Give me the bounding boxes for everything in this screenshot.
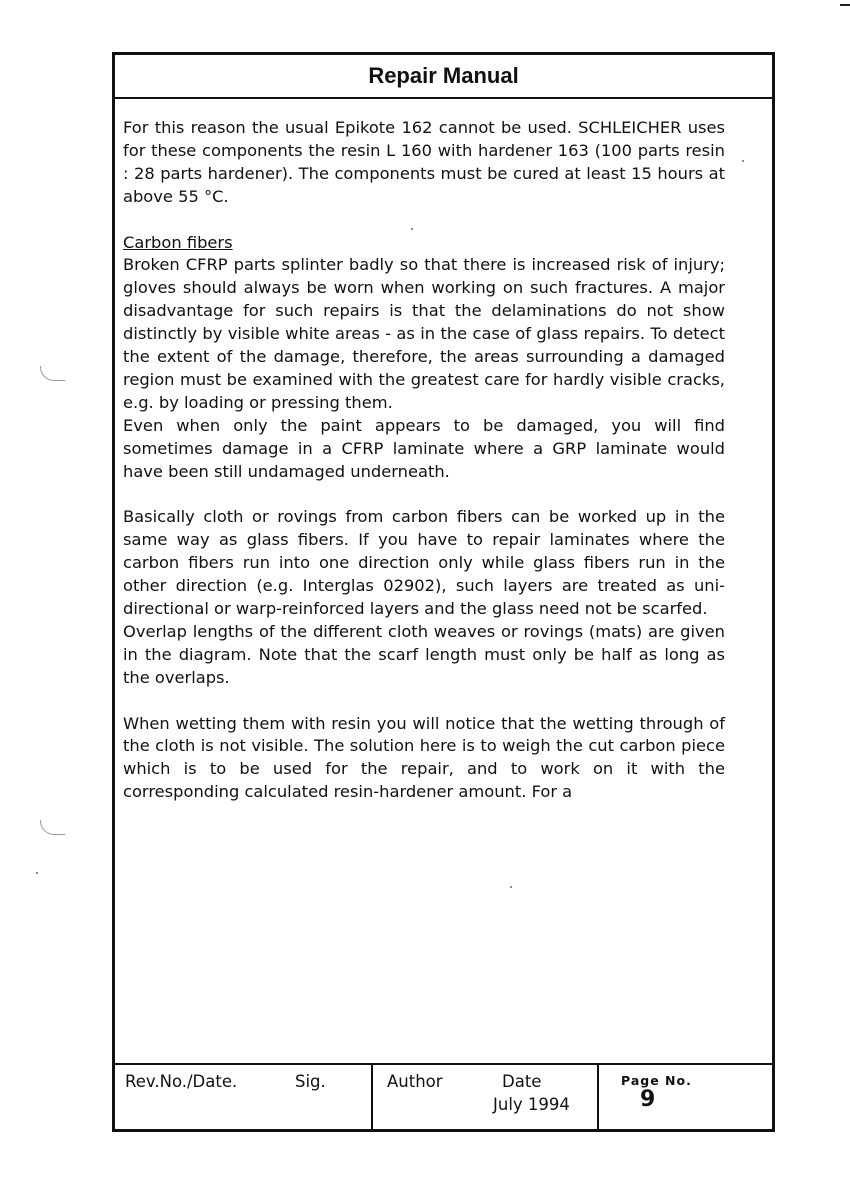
author-label: Author [387,1072,443,1091]
paragraph-paint-damage: Even when only the paint appears to be damaged, you will find sometimes damage in a CFRP laminate where a GRP laminate would have been still undamaged underneath. [123,415,725,481]
paragraph-overlap-lengths: Overlap lengths of the different cloth weaves or rovings (mats) are given in the diagram. Note that the scarf length must only be half as long as the overlaps. [123,621,725,687]
paragraph-epikote: For this reason the usual Epikote 162 cannot be used. SCHLEICHER uses for these components the resin L 160 with hardener 163 (100 parts resin : 28 parts hardener). The components must be cured at least 15 hours at above 55 °C. [123,118,725,206]
paragraph-gap [123,209,725,232]
page-number: 9 [640,1087,656,1112]
paragraph-cfrp-splinter: Broken CFRP parts splinter badly so that there is increased risk of injury; gloves should always be worn when working on such fractures. A major disadvantage for such repairs is that the delaminations do not show distinctly by visible white areas - as in the case of glass repairs. To detect the extent of the damage, therefore, the areas surrounding a damaged region must be examined with the greatest care for hardly visible cracks, e.g. by loading or pressing them. [123,255,725,412]
revision-footer [115,1063,772,1129]
page-body [123,117,725,804]
author-date-cell [373,1065,599,1129]
page-title: Repair Manual [368,63,519,88]
margin-scan-mark [40,366,65,381]
rev-sig-cell [115,1065,373,1129]
section-heading-carbon-fibers: Carbon fibers [123,232,233,252]
edge-mark [840,4,850,6]
paragraph-wetting: When wetting them with resin you will notice that the wetting through of the cloth is not visible. The solution here is to weigh the cut carbon piece which is to be used for the repair, and to work on it with the corresponding calculated resin-hardener amount. For a [123,713,725,802]
page-number-label: Page No. [621,1073,692,1088]
manual-page-frame [112,52,775,1132]
paragraph-gap [123,690,725,713]
date-label: Date [502,1072,542,1091]
rev-date-label: Rev.No./Date. [125,1072,238,1091]
page-number-cell [599,1065,772,1129]
signature-label: Sig. [295,1072,326,1091]
scan-speck [36,872,38,874]
page-header [115,55,772,99]
date-value: July 1994 [493,1095,570,1114]
paragraph-cloth-rovings: Basically cloth or rovings from carbon fibers can be worked up in the same way as glass fibers. If you have to repair laminates where the carbon fibers run into one direction only while glass fibers run in the other direction (e.g. Interglas 02902), such layers are treated as uni-directional or warp-reinforced layers and the glass need not be scarfed. [123,507,725,618]
margin-scan-mark [40,820,65,835]
paragraph-gap [123,483,725,506]
